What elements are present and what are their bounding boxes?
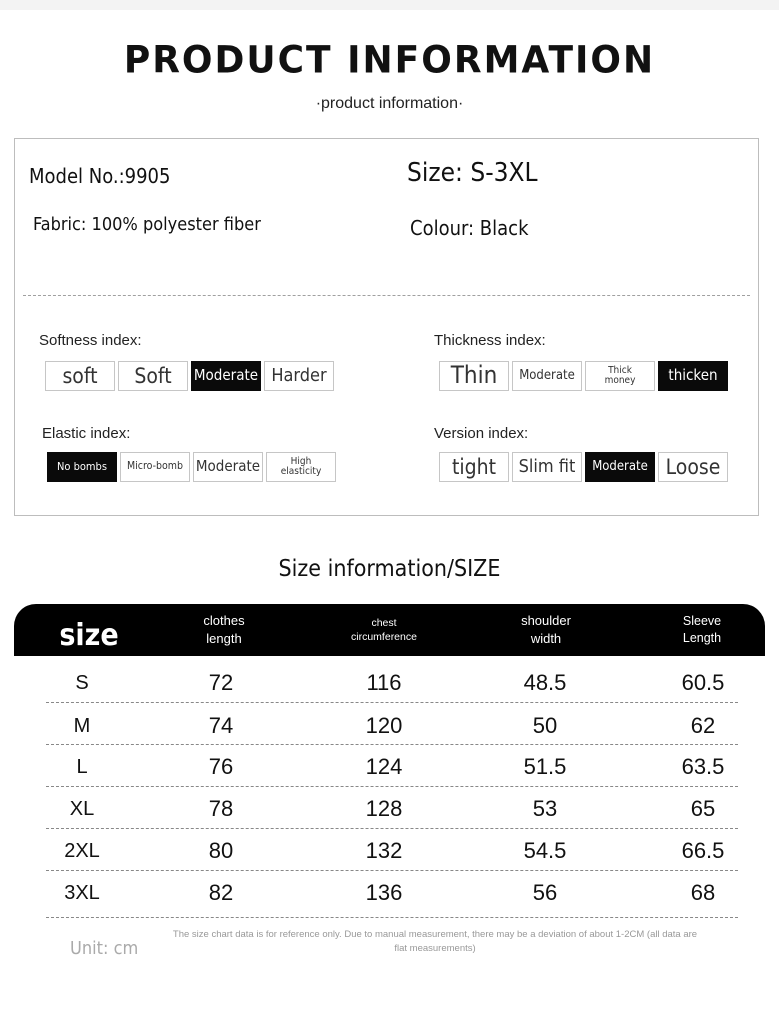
row-divider [46, 744, 738, 745]
table-row [0, 872, 779, 914]
header-sleeve-length: Sleeve Length [682, 614, 722, 645]
cell-length: 82 [208, 880, 234, 905]
cell-chest: 116 [366, 670, 402, 695]
cell-sleeve: 65 [690, 796, 716, 821]
softness-option-soft-2: Soft [118, 361, 188, 391]
version-option-tight: tight [439, 452, 509, 482]
cell-shoulder: 54.5 [523, 838, 567, 863]
row-divider [46, 917, 738, 918]
elastic-option-high-elasticity: High elasticity [266, 452, 336, 482]
cell-shoulder: 51.5 [523, 754, 567, 779]
model-number: Model No.:9905 [29, 164, 171, 188]
table-row [0, 830, 779, 872]
cell-size: 3XL [64, 881, 100, 904]
cell-size: L [76, 755, 88, 778]
cell-shoulder: 50 [532, 713, 558, 738]
colour-info: Colour: Black [410, 216, 529, 240]
elastic-index-scale [47, 452, 336, 482]
cell-chest: 132 [365, 838, 403, 863]
product-info-box [14, 138, 759, 516]
header-shoulder-width: shoulder width [521, 613, 571, 646]
row-divider [46, 786, 738, 787]
cell-sleeve: 68 [690, 880, 716, 905]
cell-length: 76 [208, 754, 234, 779]
cell-shoulder: 48.5 [523, 670, 567, 695]
cell-size: M [73, 714, 91, 737]
version-option-loose: Loose [658, 452, 728, 482]
cell-size: XL [69, 797, 95, 820]
thickness-index-scale [439, 361, 728, 391]
elastic-index-label: Elastic index: [42, 425, 131, 442]
elastic-option-moderate: Moderate [193, 452, 263, 482]
version-index-scale [439, 452, 728, 482]
row-divider [46, 828, 738, 829]
thickness-option-thicken: thicken [658, 361, 728, 391]
info-divider [23, 295, 750, 296]
cell-sleeve: 62 [690, 713, 716, 738]
thickness-option-thin: Thin [439, 361, 509, 391]
table-row [0, 662, 779, 704]
header-chest-circumference: chest circumference [351, 616, 417, 643]
size-table-header [14, 604, 765, 656]
unit-label: Unit: cm [70, 938, 139, 959]
softness-option-soft: soft [45, 361, 115, 391]
cell-sleeve: 63.5 [681, 754, 725, 779]
size-table-title: Size information/SIZE [278, 556, 501, 582]
cell-length: 80 [208, 838, 234, 863]
cell-chest: 136 [365, 880, 403, 905]
version-option-slim-fit: Slim fit [512, 452, 582, 482]
version-index-label: Version index: [434, 425, 529, 442]
cell-chest: 128 [365, 796, 403, 821]
cell-size: S [75, 671, 89, 694]
softness-option-harder: Harder [264, 361, 334, 391]
size-footnote: The size chart data is for reference only. Due to manual measurement, there may be a deviation of about 1-2CM (all data are flat measurements) [172, 929, 698, 955]
fabric-info: Fabric: 100% polyester fiber [33, 214, 261, 235]
row-divider [46, 702, 738, 703]
elastic-option-micro-bomb: Micro-bomb [120, 452, 190, 482]
cell-sleeve: 60.5 [681, 670, 725, 695]
thickness-option-moderate: Moderate [512, 361, 582, 391]
header-size: size [59, 617, 119, 653]
thickness-index-label: Thickness index: [434, 332, 546, 349]
header-clothes-length: clothes length [203, 613, 245, 646]
cell-sleeve: 66.5 [681, 838, 725, 863]
thickness-option-thick-money: Thick money [585, 361, 655, 391]
softness-index-scale [45, 361, 334, 391]
cell-shoulder: 53 [532, 796, 558, 821]
version-option-moderate: Moderate [585, 452, 655, 482]
softness-index-label: Softness index: [39, 332, 142, 349]
table-row [0, 705, 779, 747]
cell-size: 2XL [64, 839, 100, 862]
cell-chest: 120 [365, 713, 403, 738]
top-band [0, 0, 779, 10]
cell-chest: 124 [365, 754, 403, 779]
size-range: Size: S-3XL [407, 158, 538, 188]
table-row [0, 788, 779, 830]
cell-length: 78 [208, 796, 234, 821]
cell-shoulder: 56 [532, 880, 558, 905]
elastic-option-no-bombs: No bombs [47, 452, 117, 482]
cell-length: 72 [208, 670, 234, 695]
softness-option-moderate: Moderate [191, 361, 261, 391]
page-subtitle: ·product information· [315, 95, 464, 112]
page-title: PRODUCT INFORMATION [123, 38, 656, 83]
row-divider [46, 870, 738, 871]
cell-length: 74 [208, 713, 234, 738]
table-row [0, 746, 779, 788]
